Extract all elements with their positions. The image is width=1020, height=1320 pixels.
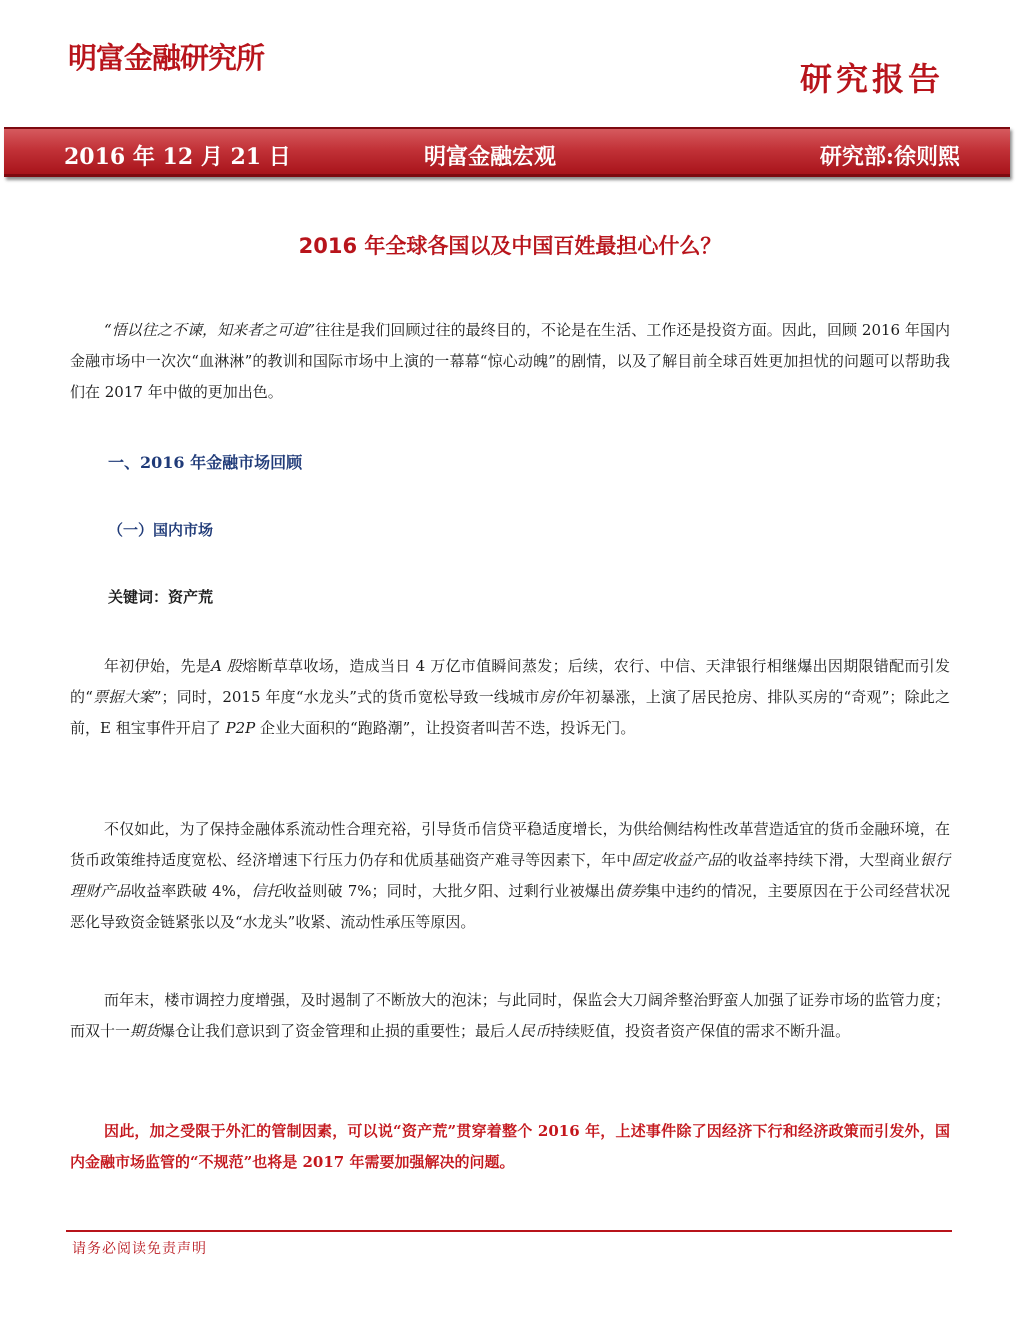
paragraph-early-year xyxy=(70,651,950,744)
text-run: 集中违约的情况，主要原因在于公司经营状况恶化导致资金链紧张以及“水龙头”收紧、流动性承压等原因。 xyxy=(70,882,950,931)
document-title: 2016 年全球各国以及中国百姓最担心什么？ xyxy=(298,234,722,258)
text-run: 熔断草草收场，造成当日 4 万亿市值瞬间蒸发；后续，农行、中信、天津银行相继爆出因期限错配而引发的“ xyxy=(70,657,950,706)
italic-term: 票据大案 xyxy=(92,688,154,706)
text-run: 年初暴涨，上演了居民抢房、排队买房的“奇观”；除此之前，E 租宝事件开启了 xyxy=(70,688,950,737)
subsection-heading: （一）国内市场 xyxy=(108,521,214,539)
text-run: 收益率跌破 4%， xyxy=(130,882,252,900)
text-run: 爆仓让我们意识到了资金管理和止损的重要性；最后 xyxy=(160,1022,506,1040)
italic-term: 银行理财产品 xyxy=(70,851,950,900)
disclaimer-notice: 请务必阅读免责声明 xyxy=(72,1241,207,1257)
italic-term: 期货 xyxy=(130,1022,161,1040)
italic-term: 固定收益产品 xyxy=(631,851,723,869)
footer-divider xyxy=(66,1230,952,1232)
report-author: 研究部:徐则熙 xyxy=(819,144,960,170)
intro-text: 往往是我们回顾过往的最终目的，不论是在生活、工作还是投资方面。因此，回顾 2016 年国内金融市场中一次次“血淋淋”的教训和国际市场中上演的一幕幕“惊心动魄”的剧情，以及了解目前全球百姓更加担忧的问题可以帮助我们在 2017 年中做的更加出色。 xyxy=(70,321,950,401)
italic-term: 房价 xyxy=(539,688,570,706)
text-run: 的收益率持续下滑，大型商业 xyxy=(722,851,920,869)
text-run: 年初伊始，先是 xyxy=(104,657,212,675)
report-type-label: 研究报告 xyxy=(799,60,944,98)
italic-term: 信托 xyxy=(251,882,282,900)
conclusion-paragraph: 因此，加之受限于外汇的管制因素，可以说“资产荒”贯穿着整个 2016 年，上述事件除了因经济下行和经济政策而引发外，国内金融市场监管的“不规范”也将是 2017 年需要加强解决的问题。 xyxy=(70,1122,950,1171)
italic-term: 债券 xyxy=(615,882,646,900)
italic-term: A 股 xyxy=(211,657,243,675)
text-run: ”；同时，2015 年度“水龙头”式的货币宽松导致一线城市 xyxy=(153,688,540,706)
section-heading: 一、2016 年金融市场回顾 xyxy=(108,453,303,472)
report-date: 2016 年 12 月 21 日 xyxy=(64,144,291,170)
intro-paragraph xyxy=(70,315,950,408)
text-run: 不仅如此，为了保持金融体系流动性合理充裕，引导货币信贷平稳适度增长，为供给侧结构性改革营造适宜的货币金融环境，在货币政策维持适度宽松、经济增速下行压力仍存和优质基础资产难寻等因素下，年中 xyxy=(70,820,950,869)
paragraph-mid-year xyxy=(70,814,950,938)
text-run: 持续贬值，投资者资产保值的需求不断升温。 xyxy=(550,1022,851,1040)
italic-term: P2P xyxy=(225,719,256,737)
company-logo: 明富金融研究所 xyxy=(68,41,265,75)
intro-quote: “悟以往之不谏，知来者之可追” xyxy=(104,321,316,339)
keywords-line: 关键词：资产荒 xyxy=(108,588,214,606)
italic-term: 人民币 xyxy=(505,1022,551,1040)
text-run: 企业大面积的“跑路潮”，让投资者叫苦不迭，投诉无门。 xyxy=(255,719,636,737)
header-banner xyxy=(4,127,1010,177)
paragraph-year-end xyxy=(70,985,950,1047)
report-series: 明富金融宏观 xyxy=(424,144,557,170)
text-run: 收益则破 7%；同时，大批夕阳、过剩行业被爆出 xyxy=(281,882,616,900)
text-run: 而年末，楼市调控力度增强，及时遏制了不断放大的泡沫；与此同时，保监会大刀阔斧整治野蛮人加强了证券市场的监管力度；而双十一 xyxy=(70,991,950,1040)
